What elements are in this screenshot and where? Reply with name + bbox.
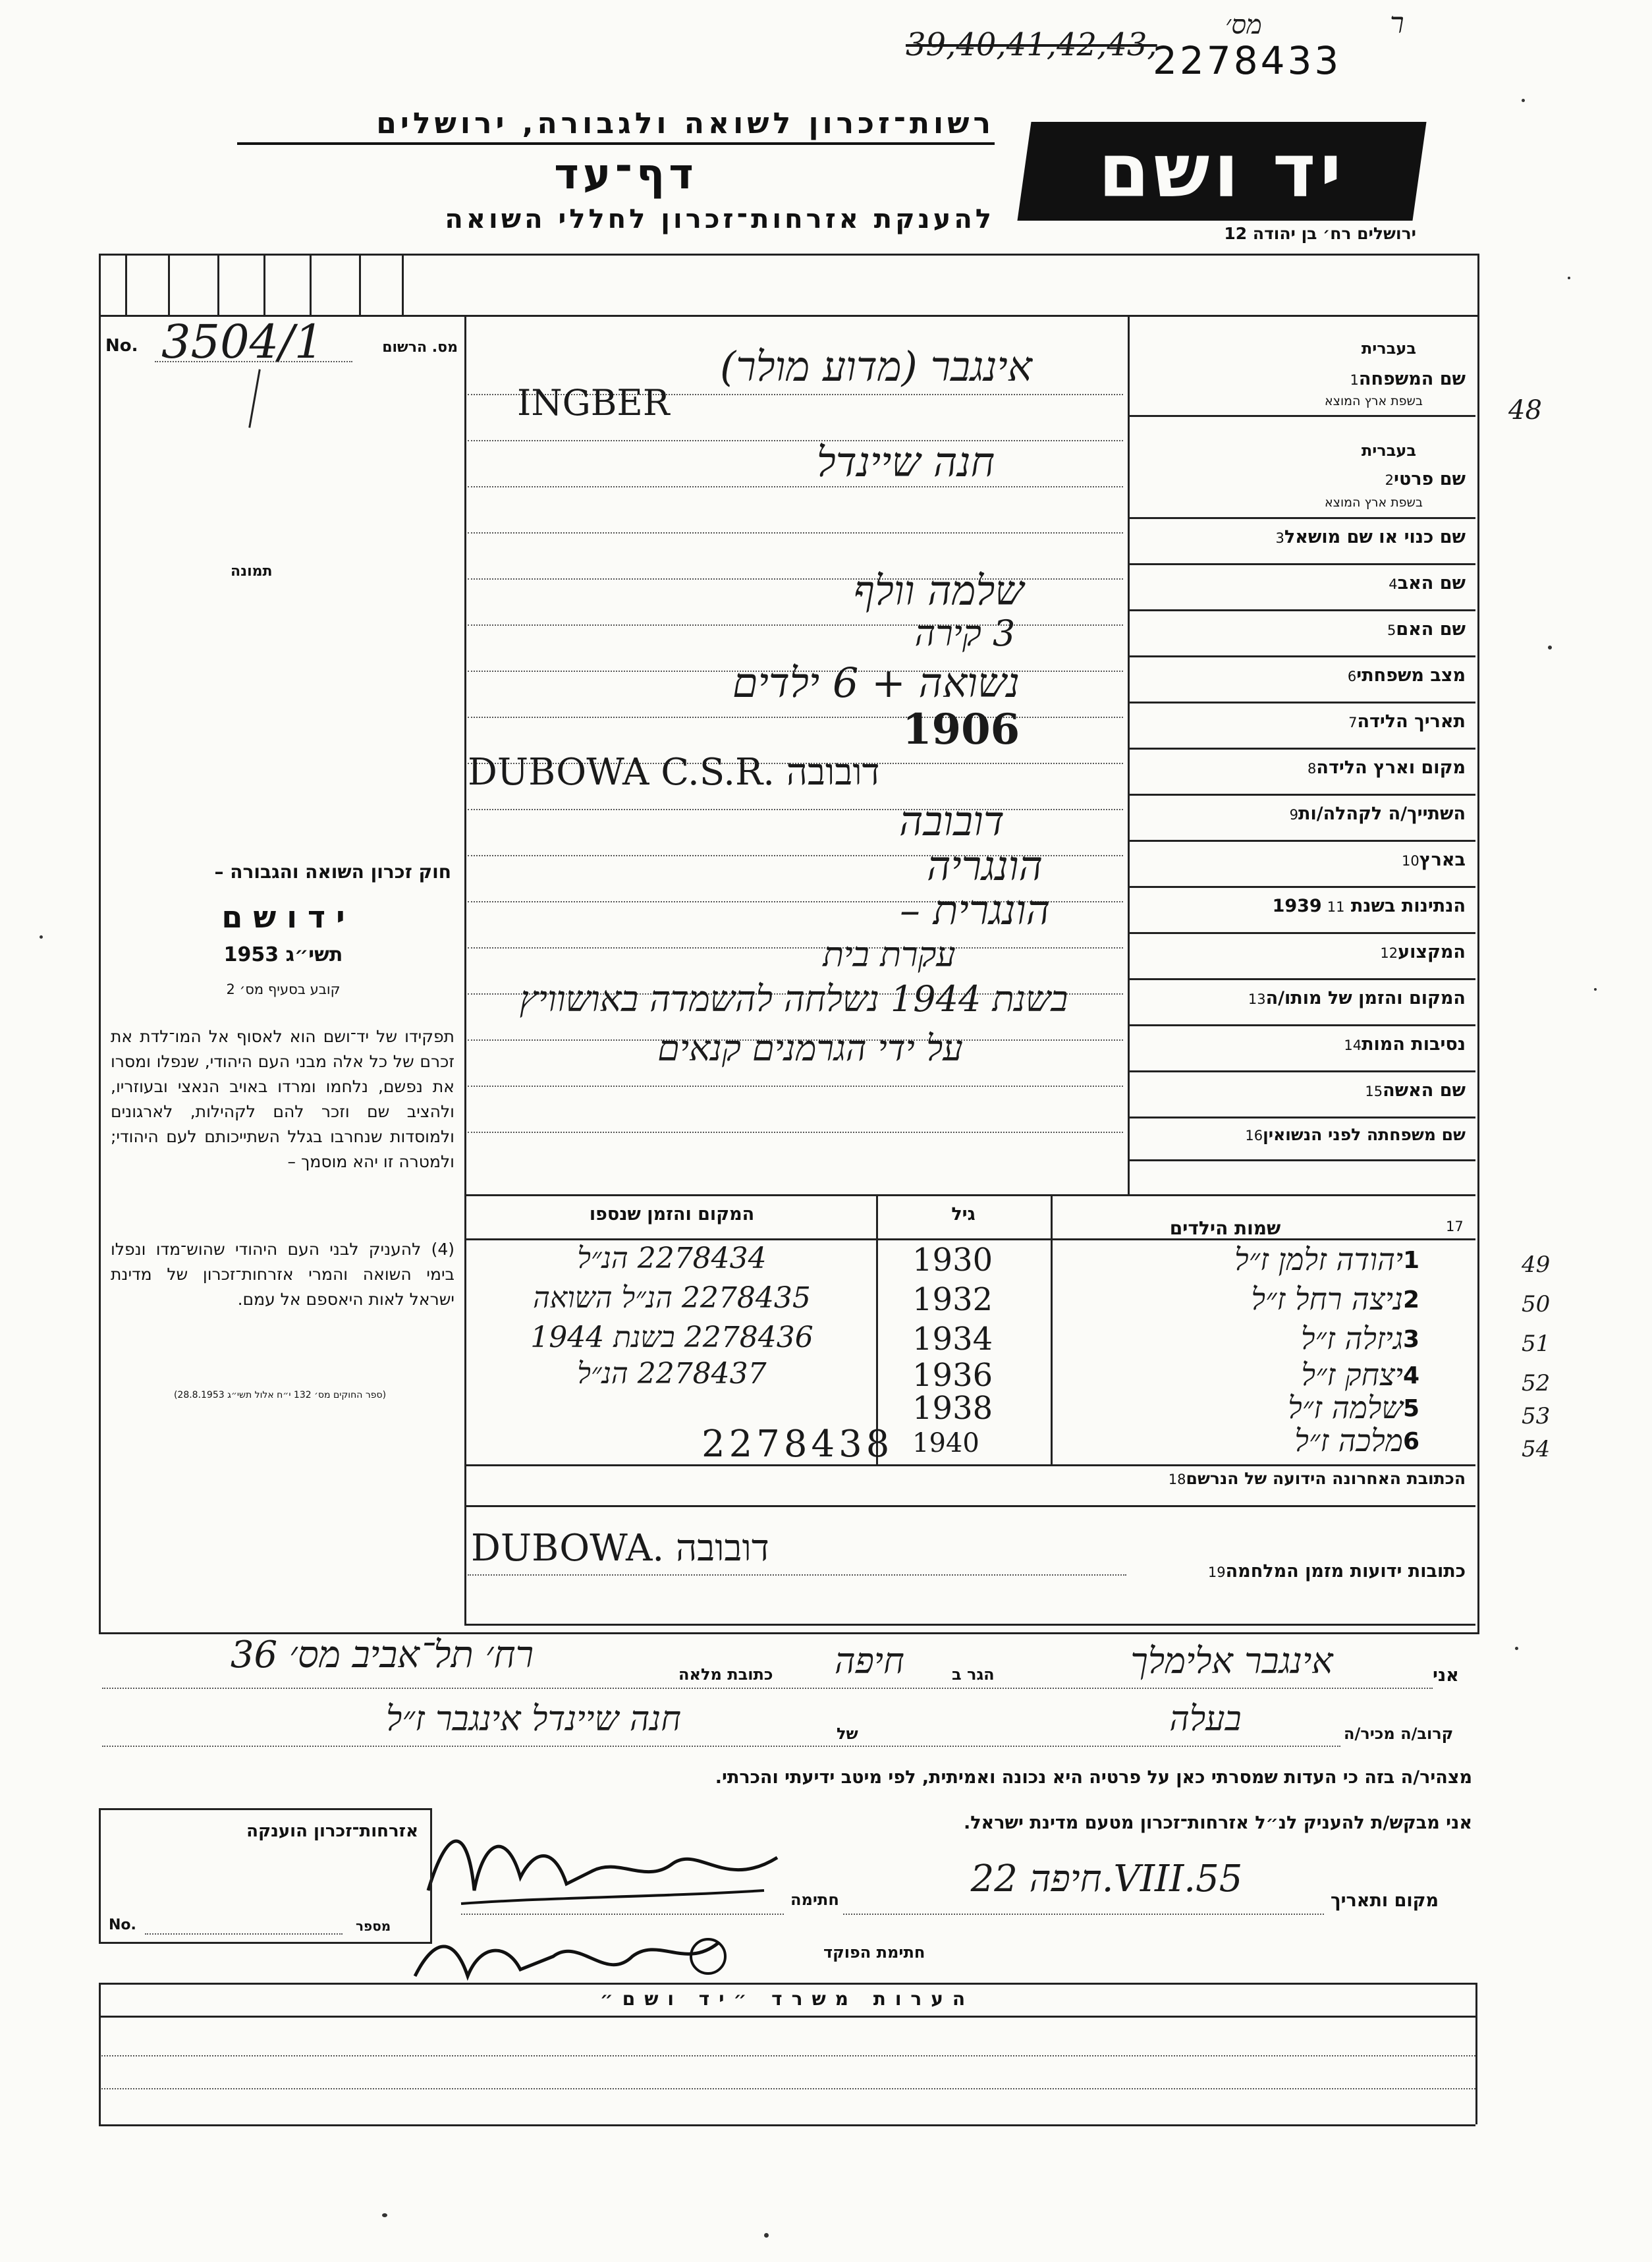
field-9-number: 9	[1289, 807, 1298, 823]
field-15-label-text: שם האשה	[1383, 1080, 1466, 1101]
child-name: מלכה ז״ל	[1294, 1423, 1403, 1458]
child-name: יהודה זלמן ז״ל	[1234, 1242, 1403, 1277]
field-8-number: 8	[1308, 761, 1317, 777]
strip-tick	[125, 254, 127, 315]
child-row	[464, 1281, 1475, 1319]
field-12-number: 12	[1380, 945, 1398, 961]
law-title: חוק זכרון השואה והגבורה –	[214, 861, 451, 883]
registry-no-label: No.	[105, 336, 138, 356]
remarks-header-line	[99, 2016, 1475, 2018]
value-dotted-line	[468, 1132, 1123, 1133]
field-13-number: 13	[1248, 991, 1266, 1007]
scan-speck	[764, 2233, 769, 2238]
remarks-top-line	[99, 1983, 1475, 1985]
field-1-value-hebrew: אינגבר (מדוע מולר)	[720, 343, 1032, 391]
child-name: יצחק ז״ל	[1301, 1357, 1403, 1393]
field-14-label	[1140, 1034, 1466, 1055]
row-line	[1128, 840, 1475, 842]
remarks-bottom-line	[99, 2124, 1475, 2126]
child-age: 1930	[912, 1242, 993, 1279]
field-7-label	[1140, 711, 1466, 732]
strip-tick	[168, 254, 170, 315]
law-clause: קובע בסעיף מס׳ 2	[226, 981, 341, 997]
authority-heading: רשות־זכרון לשואה ולגבורה, ירושלים	[376, 107, 995, 140]
declaration-ani: אני	[1433, 1665, 1459, 1686]
row-line	[1128, 609, 1475, 611]
field-12-label	[1140, 942, 1466, 962]
field-11-number: 11	[1327, 899, 1345, 915]
child-place: 2278438	[702, 1423, 894, 1466]
field-1-value-latin: INGBER	[517, 382, 670, 424]
margin-number: 54	[1522, 1436, 1551, 1462]
field-8-label	[1140, 758, 1466, 778]
child-index: 2	[1403, 1286, 1420, 1313]
corner-scribble: ר	[1390, 7, 1404, 40]
law-footnote: (ספר החוקים מס׳ 132 י״ח אלול תשי״ג 28.8.1953)	[173, 1390, 387, 1400]
children-age-header: גיל	[951, 1204, 976, 1225]
children-top-line	[464, 1194, 1475, 1196]
corner-mark: מס׳	[1225, 10, 1262, 40]
yad-vashem-logo	[1017, 122, 1426, 221]
declaration-request: אני מבקש/ת להעניק לנ״ל אזרחות־זכרון מטעם מדינת ישראל.	[963, 1813, 1472, 1833]
field-4-label-text: שם האב	[1397, 573, 1466, 593]
field-5-value: 3 קירה	[914, 613, 1016, 654]
field-11-value: הונגרית –	[899, 886, 1051, 934]
scan-speck	[1522, 99, 1525, 102]
scan-speck	[1568, 277, 1570, 279]
child-index: 1	[1403, 1247, 1420, 1274]
field-7-number: 7	[1348, 715, 1358, 731]
strip-tick	[402, 254, 404, 315]
row-line	[464, 1624, 1475, 1626]
field-10-value: הונגריה	[927, 842, 1043, 890]
resident-city: חיפה	[834, 1640, 905, 1682]
struck-serial-numbers: 39,40,41,42,43,	[906, 26, 1157, 63]
strip-tick	[310, 254, 312, 315]
field-6-value: נשואה + 6 ילדים	[732, 659, 1020, 707]
field-7-value: 1906	[902, 705, 1020, 754]
child-age: 1938	[912, 1390, 993, 1427]
declaration-dotted-line	[102, 1746, 1340, 1747]
officer-signature	[408, 1897, 751, 2002]
value-dotted-line	[468, 1086, 1123, 1087]
field-6-number: 6	[1347, 669, 1357, 684]
children-bottom-line	[464, 1464, 1475, 1466]
cert-no-label: No.	[109, 1917, 136, 1933]
field-1-sub-origin: בשפת ארץ המוצא	[1324, 394, 1423, 408]
child-age: 1934	[912, 1321, 993, 1358]
field-15-number: 15	[1365, 1084, 1383, 1099]
field-5-label-text: שם האם	[1396, 619, 1466, 640]
row-line	[1128, 978, 1475, 980]
law-name: י ד ו ש ם	[221, 899, 345, 935]
margin-number: 49	[1522, 1252, 1551, 1278]
registry-dotted-line	[155, 361, 352, 362]
child-place: 2278437 הנ״ל	[577, 1357, 767, 1391]
margin-number: 53	[1522, 1403, 1551, 1429]
field-18-label-text: הכתובת האחרונה הידועה של הנרשם	[1186, 1469, 1466, 1488]
child-index: 5	[1403, 1395, 1420, 1422]
of-name: חנה שיינדל אינגבר ז״ל	[386, 1699, 681, 1739]
field-12-label-text: המקצוע	[1398, 942, 1466, 962]
declaration-dotted-line	[102, 1688, 1433, 1689]
law-paragraph-1: תפקידו של יד־ושם הוא לאסוף אל המו־לדת את זכרם של כל אלה מבני העם היהודי, שנפלו ומסרו את נפשם, נלחמו ומרדו באויב הנאצי ובעוזריו, ולהציב שם וזכר להם לקהילות, לארגונים ולמוסדות שנחרבו בגלל השתייכותם לעם היהודי; ולמטרה זו יהא מוסמך –	[111, 1027, 454, 1171]
child-row	[464, 1321, 1475, 1359]
resident-label: הגר ב	[952, 1665, 995, 1684]
child-place: 2278435 הנ״ל השואה	[533, 1281, 811, 1315]
label-column-divider	[1128, 315, 1130, 1194]
declarant-name: אינגבר אלימלך	[1130, 1640, 1333, 1682]
law-paragraph-2: (4) להעניק לבני העם היהודי שהוש־מדו ונפלו בימי השואה והמרי אזרחות־זכרון של מדינת ישראל לאות היאספם אל עמם.	[111, 1240, 454, 1309]
scan-speck	[1548, 646, 1552, 649]
child-age: 1936	[912, 1357, 993, 1394]
child-place: 2278434 הנ״ל	[577, 1242, 767, 1275]
field-14-value: על ידי הגרמנים קנאים	[657, 1028, 963, 1069]
field-19-label	[1120, 1561, 1466, 1582]
authority-underline	[237, 142, 995, 145]
serial-number: 2278433	[1153, 38, 1342, 83]
field-19-label-text: כתובות ידועות מזמן המלחמה	[1225, 1561, 1466, 1582]
field-19-number: 19	[1207, 1564, 1226, 1580]
child-age: 1932	[912, 1281, 993, 1318]
field-1-sub-hebrew: בעברית	[1361, 339, 1416, 358]
row-line	[1128, 1117, 1475, 1118]
cert-title: אזרחות־זכרון הוענקה	[246, 1821, 418, 1841]
logo-text: יד ושם	[1098, 128, 1346, 214]
field-18-label	[1047, 1469, 1466, 1488]
child-name: גיזלה ז״ל	[1301, 1321, 1403, 1356]
remarks-dotted-line	[99, 2088, 1475, 2089]
field-13-label-text: המקום והזמן של מותו/ה	[1265, 988, 1466, 1008]
of-label: של	[837, 1724, 858, 1743]
scan-speck	[382, 2213, 387, 2217]
field-18-number: 18	[1168, 1472, 1186, 1487]
value-dotted-line	[468, 532, 1123, 534]
margin-number: 52	[1522, 1370, 1551, 1396]
strip-tick	[217, 254, 219, 315]
field-3-label	[1140, 527, 1466, 547]
field-1-label-text: שם המשפחה	[1358, 369, 1466, 389]
field-4-label	[1140, 573, 1466, 593]
field-12-value: עקרת בית	[823, 935, 956, 975]
row-line	[1128, 932, 1475, 934]
remarks-title: הערות משרד ״יד ושם״	[599, 1988, 975, 2010]
scan-speck	[1594, 988, 1597, 991]
child-index: 4	[1403, 1362, 1420, 1389]
children-names-header: שמות הילדים	[1169, 1217, 1281, 1239]
children-place-header: המקום והזמן שנספו	[589, 1204, 755, 1225]
row-line	[1128, 702, 1475, 703]
field-2-sub-origin: בשפת ארץ המוצא	[1324, 495, 1423, 510]
row-line	[1128, 1159, 1475, 1161]
field-16-number: 16	[1245, 1128, 1263, 1144]
field-10-label-text: בארץ	[1419, 850, 1466, 870]
officer-label: חתימת הפוקד	[823, 1943, 925, 1962]
remarks-right-edge	[1475, 1983, 1477, 2124]
field-1-label	[1140, 369, 1466, 389]
field-9-value: דובובה	[899, 797, 1005, 845]
field-2-label-text: שם פרטי	[1394, 469, 1466, 489]
field-15-label	[1140, 1080, 1466, 1101]
row-line	[1128, 517, 1475, 519]
row-line	[1128, 794, 1475, 796]
row-line	[1128, 655, 1475, 657]
field-3-number: 3	[1275, 530, 1284, 546]
logo-address: ירושלים רח׳ בן יהודה 12	[1224, 224, 1416, 243]
field-3-label-text: שם כנוי או שם מושאל	[1284, 527, 1466, 547]
field-16-label	[1140, 1125, 1466, 1144]
field-10-number: 10	[1402, 853, 1419, 869]
cert-number-label: מספר	[356, 1918, 391, 1934]
strip-tick	[263, 254, 265, 315]
field-8-value: DUBOWA C.S.R. דובובה	[468, 751, 880, 794]
place-date-label: מקום ותאריך	[1331, 1890, 1439, 1911]
field-11-label-text: הנתינות בשנת 1939	[1272, 896, 1466, 916]
child-name: ניצה רחל ז״ל	[1251, 1281, 1403, 1317]
field-9-label-text: השתייך/ה לקהלה/ות	[1298, 804, 1466, 824]
field-11-label	[1140, 896, 1466, 916]
child-age: 1940	[912, 1428, 979, 1458]
value-dotted-line	[468, 1574, 1126, 1576]
margin-note: 48	[1508, 395, 1542, 426]
field-13-value: בשנת 1944 נשלחה להשמדה באושוויץ	[519, 978, 1068, 1020]
field-4-value: שלמה וולף	[853, 566, 1024, 615]
row-line	[464, 1505, 1475, 1507]
signature-label: חתימה	[790, 1890, 839, 1909]
law-year: תשי״ג 1953	[223, 943, 343, 966]
cert-dotted-line	[145, 1933, 343, 1935]
child-name: שלמה ז״ל	[1288, 1390, 1403, 1425]
field-6-label-text: מצב משפחתי	[1356, 665, 1466, 686]
field-6-label	[1140, 665, 1466, 686]
row-line	[1128, 415, 1475, 417]
child-row	[464, 1242, 1475, 1280]
form-subtitle: להענקת אזרחות־זכרון לחללי השואה	[445, 204, 995, 234]
field-2-label	[1140, 469, 1466, 489]
declaration-dotted-line	[843, 1914, 1324, 1915]
field-14-label-text: נסיבות המות	[1362, 1034, 1466, 1055]
child-index: 3	[1403, 1326, 1420, 1353]
margin-number: 51	[1522, 1331, 1551, 1357]
photo-label: תמונה	[231, 563, 273, 580]
field-8-label-text: מקום וארץ הלידה	[1316, 758, 1466, 778]
scan-speck	[40, 935, 43, 939]
field-2-number: 2	[1385, 472, 1394, 488]
remarks-dotted-line	[99, 2055, 1475, 2056]
field-7-label-text: תאריך הלידה	[1357, 711, 1466, 732]
form-title: דף־עד	[554, 150, 698, 199]
child-place: 2278436 בשנת 1944	[530, 1321, 813, 1354]
field-4-number: 4	[1389, 576, 1398, 592]
strip-tick	[359, 254, 361, 315]
field-2-value: חנה שיינדל	[816, 438, 995, 486]
row-line	[1128, 748, 1475, 750]
children-field-number: 17	[1446, 1219, 1464, 1234]
declaration-statement: מצהיר/ה בזה כי העדות שמסרתי כאן על פרטיה היא נכונה ואמיתית, לפי מיטב ידיעתי והכרתי.	[715, 1767, 1472, 1788]
field-1-number: 1	[1350, 372, 1359, 388]
field-16-label-text: שם משפחתה לפני הנשואין	[1263, 1125, 1466, 1144]
field-9-label	[1140, 804, 1466, 824]
relation-label: קרוב/ה מכיר/ה	[1344, 1724, 1454, 1743]
child-index: 6	[1403, 1428, 1420, 1455]
value-dotted-line	[468, 717, 1123, 718]
field-14-number: 14	[1344, 1037, 1362, 1053]
field-2-sub-hebrew: בעברית	[1361, 441, 1416, 460]
row-line	[1128, 563, 1475, 565]
field-10-label	[1140, 850, 1466, 870]
row-line	[1128, 1024, 1475, 1026]
full-address-label: כתובת מלאה	[678, 1665, 773, 1684]
registry-label: מס. הרשום	[382, 339, 458, 356]
relation-value: בעלה	[1169, 1699, 1242, 1739]
field-5-label	[1140, 619, 1466, 640]
place-date-value: חיפה 22.VIII.55	[970, 1858, 1243, 1900]
remarks-left-edge	[99, 1983, 101, 2124]
field-5-number: 5	[1387, 622, 1396, 638]
row-line	[1128, 1070, 1475, 1072]
field-19-value: DUBOWA. דובובה	[471, 1527, 769, 1570]
child-row	[464, 1423, 1475, 1466]
registry-number: 3504/1	[161, 315, 324, 369]
full-address: רח׳ תל־אביב מס׳ 36	[230, 1634, 534, 1676]
row-line	[1128, 886, 1475, 888]
field-13-label	[1140, 988, 1466, 1008]
margin-number: 50	[1522, 1291, 1551, 1317]
scan-speck	[1515, 1647, 1518, 1650]
